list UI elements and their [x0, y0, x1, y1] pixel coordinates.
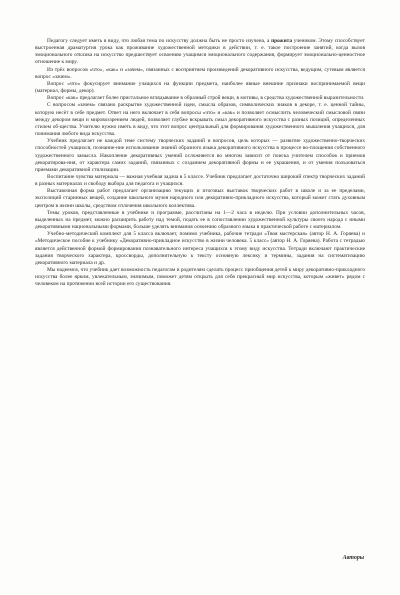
paragraph: Учебник предлагает не каждой теме систему творческих заданий и вопросов, цель которых — развитие художественно-творческих способностей учащихся, познание-ние использование знаний образного языка декоративного искусства в процессе во-площения собственного художественного замысла. Накопление декоративных умений осложняется во многом зависит от поиска учителем способов и приемов декоратирова-ния, от характера самих заданий, связанных с созданием декоративной формы и ее украшения, и от умения пользоваться приемами декоративной стилизации. [35, 138, 365, 173]
paragraph: Мы надеемся, что учебник дает возможность педагогам и родителям сделать процесс приобщения детей к миру декоративно-прикладного искусства более ярким, увлекательным, значимым, поможет детям открыть для себя прекрасный мир искусства, которым «живет» рядом с человеком на протяжении всей истории его существования. [35, 267, 365, 288]
paragraph-text-end: учеником. Этому способствует выстроенная драматургия урока как проживание художественной методики в действии, т. е. такое построение занятий, когда вызов эмоционального отклика на искусство предшествует освоению учащимся эмоционального содержания, формирует эмоционально-ценностное отношение к миру. [35, 38, 365, 66]
paragraph: Выставочная форма работ предлагает организацию текущих и итоговых выставок творческих работ в школе и за ее пределами, экспозиций старинных вещей, создание школьного музея народного или декоративно-прикладного искусства, который может стать духовным центром в жизни школы, средством сплочения школьного коллектива. [35, 188, 365, 209]
paragraph: Учебно-методический комплект для 5 класса включает, помимо учебника, рабочие тетради «Твоя мастерская» (автор Н. А. Горяева) и «Методическое пособие к учебнику «Декоративно-прикладное искусство в жизни человека. 5 класс» (автор Н. А. Горяева). Работа с тетрадью является действенной формой формирования познавательного интереса учащихся к этому виду искусства. Тетради включают практические задания творческого характера, кроссворды, дополнительную к тексту основную лексику и термины, задания на систематизацию декоративного материала и др. [35, 231, 365, 266]
paragraph: Воспитание чувства материала — важная учебная задача в 5 классе. Учебник предлагает достаточно широкий спектр творческих заданий в разных материалах и свободу выбора для педагога и учащихся. [35, 173, 365, 188]
paragraph: Темы уроков, представленные в учебнике и программе, рассчитаны на 1—2 часа в неделю. При условии дополнительных часов, выделенных на предмет, можно расширить работу над темой, подать ее в сопоставлении художественной культуры своего народа с иными декоративными национальными формами, больше уделять внимания освоению образного языка в практической работе с материалом. [35, 209, 365, 231]
paragraph-text-start: Педагогу следует иметь в виду, что любая тема по искусству должна быть не просто изучена, а [47, 38, 272, 44]
highlighted-word: прожита [271, 38, 293, 44]
paragraph [35, 38, 365, 67]
signature: Авторы [342, 555, 364, 561]
paragraph: Вопрос «как» предлагает более пристальное вглядывание в образный строй вещи, в мотивы, в средства художественной выразительности. [47, 95, 365, 102]
paragraph: С вопросом «зачем» связано раскрытие художественной идеи, смысла образов, символических знаков в декоре, т. е. ценной тайны, которую несёт в себе предмет. Ответ на него включает в себя вопросы «что» и «как» и позволяет осмыслить человеческий смысловой связи между декором вещи и мировоззрением людей, позволяет глубже вскрывать смыл декоративного искусства с разных позиций, определенных стилем об-щества. Учителю нужно иметь в виду, что этот вопрос центральный для формирования художественного мышления учащихся, для понимания любого вида искусства. [35, 102, 365, 138]
paragraph: Вопрос «что» фокусирует внимание учащихся на функции предмета, наиболее явные внешние признаки воспринимаемой вещи (материал, формы, декор). [35, 80, 365, 95]
paragraph: Из трёх вопросов «что», «как» и «зачем», связанных с восприятием произведений декоративного искусства, ведущим, сутевым является вопрос «зачем». [35, 66, 365, 80]
